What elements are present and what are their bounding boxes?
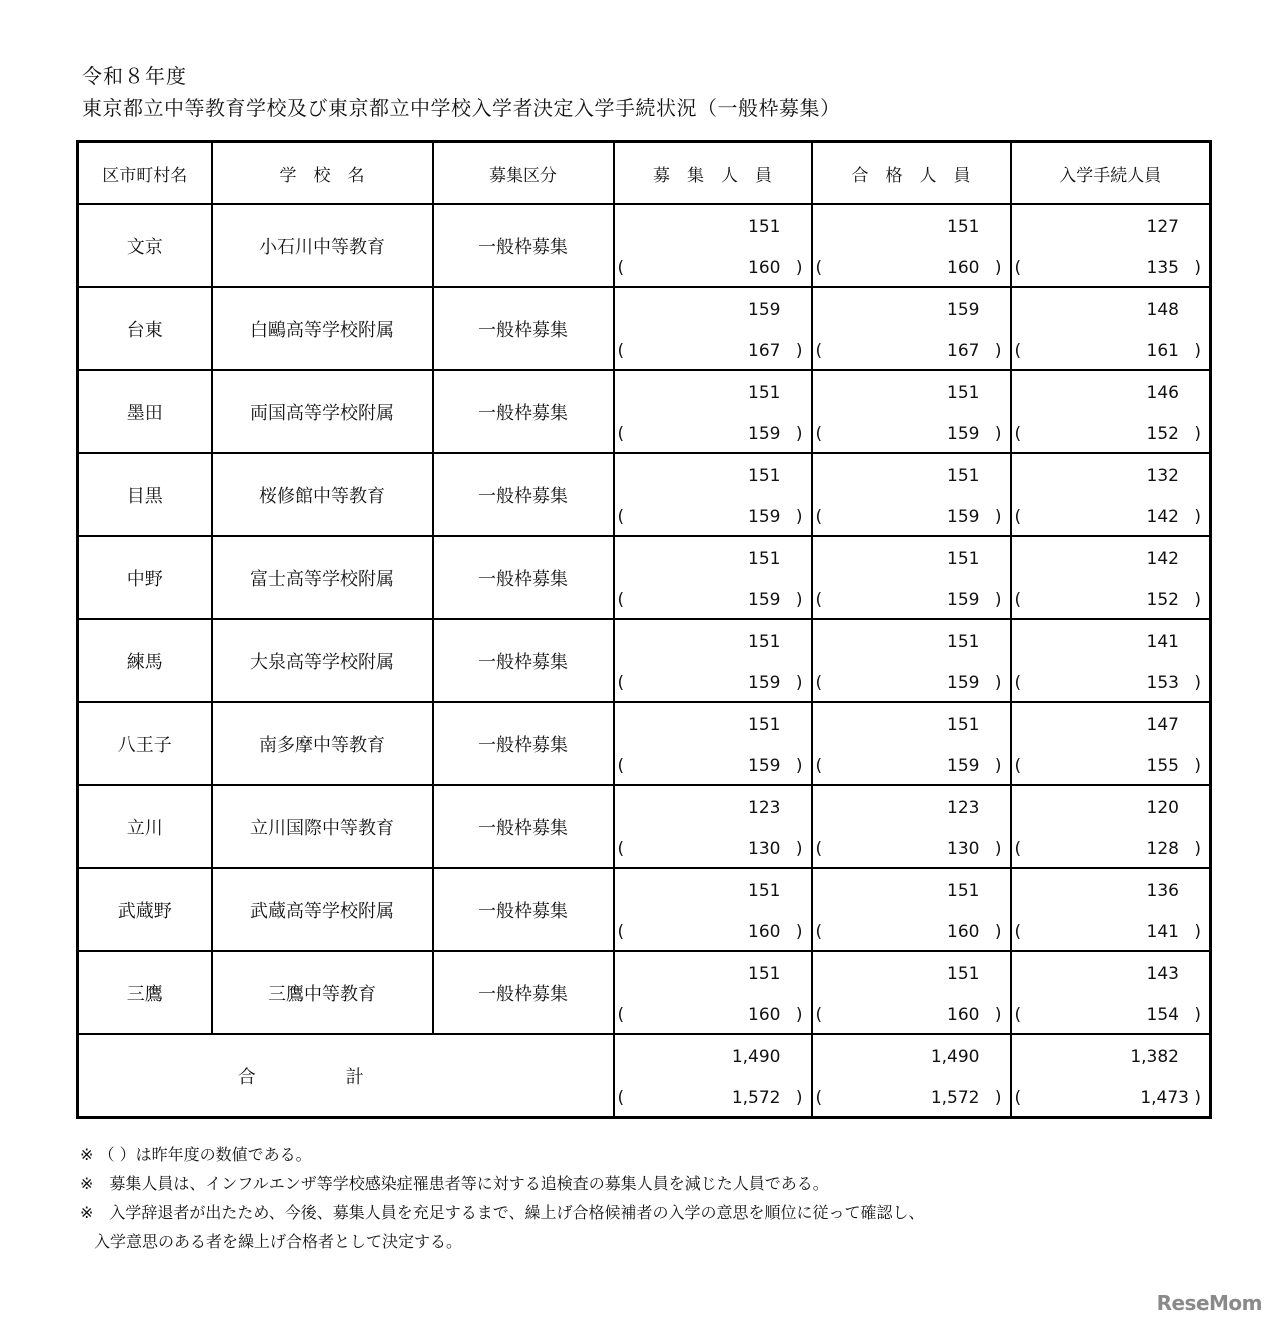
paren-open: (	[1014, 258, 1022, 278]
enrolled-count-cell	[1011, 287, 1211, 370]
recruit-count-prev: 159	[748, 424, 781, 444]
enrolled-count-prev: 152	[1146, 424, 1179, 444]
paren-open: (	[617, 839, 625, 859]
district-name: 八王子	[78, 702, 212, 785]
enrolled-count: 120	[1146, 798, 1179, 818]
total-enrolled-prev: 1,473	[1140, 1088, 1189, 1108]
school-name: 立川国際中等教育	[212, 785, 433, 868]
total-enrolled-cell	[1011, 1034, 1211, 1118]
total-recruit-cell	[614, 1034, 812, 1118]
school-name: 桜修館中等教育	[212, 453, 433, 536]
paren-open: (	[815, 756, 823, 776]
recruit-count-cell	[614, 453, 812, 536]
paren-open: (	[617, 424, 625, 444]
passed-count: 151	[947, 217, 980, 237]
paren-open: (	[815, 507, 823, 527]
district-name: 文京	[78, 204, 212, 287]
passed-count-prev: 159	[947, 756, 980, 776]
recruit-count: 151	[748, 217, 781, 237]
paren-close: )	[795, 1005, 803, 1025]
enrolled-count-cell	[1011, 868, 1211, 951]
paren-open: (	[815, 839, 823, 859]
header-category: 募集区分	[433, 142, 614, 205]
school-name: 白鷗高等学校附属	[212, 287, 433, 370]
paren-open: (	[1014, 673, 1022, 693]
passed-count: 151	[947, 549, 980, 569]
paren-close: )	[994, 1005, 1002, 1025]
passed-count-cell	[812, 702, 1011, 785]
recruit-category: 一般枠募集	[433, 287, 614, 370]
paren-open: (	[617, 258, 625, 278]
enrolled-count: 143	[1146, 964, 1179, 984]
document-title: 東京都立中等教育学校及び東京都立中学校入学者決定入学手続状況（一般枠募集）	[82, 96, 841, 120]
paren-open: (	[1014, 341, 1022, 361]
header-school: 学 校 名	[212, 142, 433, 205]
paren-close: )	[994, 590, 1002, 610]
paren-close: )	[1194, 341, 1201, 361]
enrolled-count-cell	[1011, 370, 1211, 453]
paren-close: )	[994, 424, 1002, 444]
paren-open: (	[1014, 922, 1022, 942]
paren-close: )	[1194, 258, 1201, 278]
enrolled-count-prev: 153	[1146, 673, 1179, 693]
paren-close: )	[795, 341, 803, 361]
paren-close: )	[795, 258, 803, 278]
recruit-category: 一般枠募集	[433, 370, 614, 453]
school-name: 武蔵高等学校附属	[212, 868, 433, 951]
paren-open: (	[617, 673, 625, 693]
paren-close: )	[795, 1088, 803, 1108]
recruit-count: 151	[748, 383, 781, 403]
passed-count-cell	[812, 453, 1011, 536]
paren-close: )	[795, 673, 803, 693]
paren-close: )	[1194, 756, 1201, 776]
recruit-count: 151	[748, 632, 781, 652]
note-previous-year: ※ （ ）は昨年度の数値である。	[80, 1145, 312, 1164]
footnotes	[80, 1140, 924, 1256]
total-row	[78, 1034, 1211, 1118]
paren-open: (	[1014, 424, 1022, 444]
passed-count-cell	[812, 287, 1011, 370]
recruit-count-cell	[614, 785, 812, 868]
recruit-count-cell	[614, 868, 812, 951]
paren-open: (	[617, 341, 625, 361]
enrolled-count-cell	[1011, 204, 1211, 287]
total-recruit: 1,490	[731, 1047, 781, 1067]
recruit-category: 一般枠募集	[433, 453, 614, 536]
paren-open: (	[617, 756, 625, 776]
recruit-category: 一般枠募集	[433, 868, 614, 951]
recruit-count-cell	[614, 536, 812, 619]
paren-close: )	[1194, 922, 1201, 942]
paren-close: )	[1194, 839, 1201, 859]
paren-close: )	[994, 341, 1002, 361]
resemom-logo: ReseMom	[1156, 1291, 1262, 1315]
passed-count-prev: 159	[947, 673, 980, 693]
total-passed-cell	[812, 1034, 1011, 1118]
recruit-count-prev: 167	[748, 341, 781, 361]
passed-count-cell	[812, 619, 1011, 702]
passed-count-prev: 160	[947, 1005, 980, 1025]
passed-count-prev: 160	[947, 922, 980, 942]
paren-open: (	[815, 673, 823, 693]
note-recruit-definition: ※ 募集人員は、インフルエンザ等学校感染症罹患者等に対する追検査の募集人員を減じた人員である。	[80, 1174, 829, 1193]
total-enrolled: 1,382	[1130, 1047, 1179, 1067]
recruit-count-cell	[614, 204, 812, 287]
paren-open: (	[815, 590, 823, 610]
recruit-count: 151	[748, 964, 781, 984]
paren-close: )	[795, 507, 803, 527]
recruit-count-cell	[614, 619, 812, 702]
recruit-count-prev: 159	[748, 507, 781, 527]
district-name: 墨田	[78, 370, 212, 453]
paren-close: )	[994, 756, 1002, 776]
passed-count-cell	[812, 204, 1011, 287]
paren-open: (	[815, 258, 823, 278]
passed-count: 151	[947, 383, 980, 403]
recruit-count-prev: 160	[748, 922, 781, 942]
passed-count-cell	[812, 868, 1011, 951]
paren-close: )	[795, 922, 803, 942]
paren-close: )	[1194, 507, 1201, 527]
enrolled-count: 127	[1146, 217, 1179, 237]
recruit-category: 一般枠募集	[433, 951, 614, 1034]
table-row	[78, 536, 1211, 619]
passed-count: 151	[947, 466, 980, 486]
paren-close: )	[1194, 673, 1201, 693]
passed-count-cell	[812, 951, 1011, 1034]
paren-open: (	[1014, 507, 1022, 527]
table-row	[78, 204, 1211, 287]
paren-open: (	[815, 424, 823, 444]
district-name: 練馬	[78, 619, 212, 702]
enrolled-count-prev: 155	[1146, 756, 1179, 776]
paren-close: )	[795, 839, 803, 859]
passed-count: 151	[947, 632, 980, 652]
recruit-count: 151	[748, 466, 781, 486]
district-name: 立川	[78, 785, 212, 868]
enrolled-count-cell	[1011, 785, 1211, 868]
recruit-count-prev: 160	[748, 258, 781, 278]
paren-open: (	[815, 1005, 823, 1025]
school-name: 三鷹中等教育	[212, 951, 433, 1034]
paren-open: (	[1014, 1005, 1022, 1025]
paren-close: )	[994, 839, 1002, 859]
passed-count-prev: 159	[947, 424, 980, 444]
recruit-count: 123	[748, 798, 781, 818]
enrolled-count: 147	[1146, 715, 1179, 735]
total-recruit-prev: 1,572	[731, 1088, 781, 1108]
table-row	[78, 868, 1211, 951]
recruit-count-prev: 130	[748, 839, 781, 859]
header-passed: 合 格 人 員	[812, 142, 1011, 205]
recruit-count: 159	[748, 300, 781, 320]
recruit-count-cell	[614, 702, 812, 785]
note-withdrawals: ※ 入学辞退者が出たため、今後、募集人員を充足するまで、繰上げ合格候補者の入学の意思を順位に従って確認し、	[80, 1203, 925, 1222]
enrolled-count-prev: 142	[1146, 507, 1179, 527]
paren-open: (	[617, 507, 625, 527]
recruit-count: 151	[748, 881, 781, 901]
paren-close: )	[994, 922, 1002, 942]
recruit-count-prev: 159	[748, 673, 781, 693]
passed-count: 123	[947, 798, 980, 818]
enrolled-count-prev: 154	[1146, 1005, 1179, 1025]
enrollment-table	[76, 140, 1212, 1119]
enrolled-count-cell	[1011, 536, 1211, 619]
enrolled-count-prev: 135	[1146, 258, 1179, 278]
recruit-category: 一般枠募集	[433, 204, 614, 287]
paren-open: (	[815, 1088, 823, 1108]
enrolled-count-cell	[1011, 619, 1211, 702]
table-row	[78, 951, 1211, 1034]
district-name: 三鷹	[78, 951, 212, 1034]
passed-count-prev: 159	[947, 590, 980, 610]
passed-count: 151	[947, 715, 980, 735]
paren-close: )	[994, 507, 1002, 527]
recruit-count-prev: 159	[748, 756, 781, 776]
paren-open: (	[617, 1088, 625, 1108]
recruit-count: 151	[748, 549, 781, 569]
passed-count-prev: 167	[947, 341, 980, 361]
enrolled-count-prev: 152	[1146, 590, 1179, 610]
school-name: 両国高等学校附属	[212, 370, 433, 453]
passed-count-cell	[812, 370, 1011, 453]
table-row	[78, 619, 1211, 702]
enrolled-count-prev: 141	[1146, 922, 1179, 942]
paren-open: (	[617, 922, 625, 942]
passed-count: 159	[947, 300, 980, 320]
district-name: 武蔵野	[78, 868, 212, 951]
paren-open: (	[617, 1005, 625, 1025]
paren-close: )	[994, 258, 1002, 278]
recruit-count-prev: 159	[748, 590, 781, 610]
table-row	[78, 453, 1211, 536]
total-label: 合計	[78, 1034, 614, 1118]
enrolled-count-cell	[1011, 453, 1211, 536]
enrolled-count: 136	[1146, 881, 1179, 901]
enrolled-count: 142	[1146, 549, 1179, 569]
enrolled-count-cell	[1011, 951, 1211, 1034]
passed-count-prev: 159	[947, 507, 980, 527]
recruit-category: 一般枠募集	[433, 536, 614, 619]
paren-close: )	[1194, 424, 1201, 444]
paren-open: (	[1014, 590, 1022, 610]
recruit-count-cell	[614, 951, 812, 1034]
total-passed: 1,490	[930, 1047, 980, 1067]
enrolled-count-prev: 128	[1146, 839, 1179, 859]
paren-open: (	[1014, 1088, 1022, 1108]
paren-open: (	[815, 341, 823, 361]
enrolled-count: 141	[1146, 632, 1179, 652]
passed-count-prev: 160	[947, 258, 980, 278]
table-row	[78, 785, 1211, 868]
paren-close: )	[994, 673, 1002, 693]
school-name: 南多摩中等教育	[212, 702, 433, 785]
paren-close: )	[795, 424, 803, 444]
recruit-category: 一般枠募集	[433, 785, 614, 868]
paren-open: (	[1014, 839, 1022, 859]
header-district: 区市町村名	[78, 142, 212, 205]
paren-open: (	[815, 922, 823, 942]
paren-close: )	[994, 1088, 1002, 1108]
table-row	[78, 370, 1211, 453]
passed-count-prev: 130	[947, 839, 980, 859]
enrolled-count: 148	[1146, 300, 1179, 320]
paren-open: (	[617, 590, 625, 610]
header-recruit: 募 集 人 員	[614, 142, 812, 205]
paren-close: )	[1194, 1005, 1201, 1025]
header-enrolled: 入学手続人員	[1011, 142, 1211, 205]
recruit-count-prev: 160	[748, 1005, 781, 1025]
table-row	[78, 287, 1211, 370]
enrolled-count-prev: 161	[1146, 341, 1179, 361]
district-name: 台東	[78, 287, 212, 370]
school-name: 小石川中等教育	[212, 204, 433, 287]
passed-count-cell	[812, 536, 1011, 619]
district-name: 中野	[78, 536, 212, 619]
total-passed-prev: 1,572	[930, 1088, 980, 1108]
passed-count: 151	[947, 964, 980, 984]
paren-close: )	[1194, 1088, 1201, 1108]
passed-count-cell	[812, 785, 1011, 868]
school-name: 大泉高等学校附属	[212, 619, 433, 702]
paren-open: (	[1014, 756, 1022, 776]
paren-close: )	[1194, 590, 1201, 610]
paren-close: )	[795, 590, 803, 610]
passed-count: 151	[947, 881, 980, 901]
enrolled-count: 132	[1146, 466, 1179, 486]
paren-close: )	[795, 756, 803, 776]
recruit-count-cell	[614, 370, 812, 453]
recruit-count-cell	[614, 287, 812, 370]
school-name: 富士高等学校附属	[212, 536, 433, 619]
table-header-row	[78, 142, 1211, 205]
recruit-count: 151	[748, 715, 781, 735]
table-row	[78, 702, 1211, 785]
enrolled-count-cell	[1011, 702, 1211, 785]
document-year: 令和８年度	[82, 64, 187, 88]
note-withdrawals-cont: 入学意思のある者を繰上げ合格者として決定する。	[94, 1232, 463, 1251]
recruit-category: 一般枠募集	[433, 702, 614, 785]
recruit-category: 一般枠募集	[433, 619, 614, 702]
enrolled-count: 146	[1146, 383, 1179, 403]
district-name: 目黒	[78, 453, 212, 536]
